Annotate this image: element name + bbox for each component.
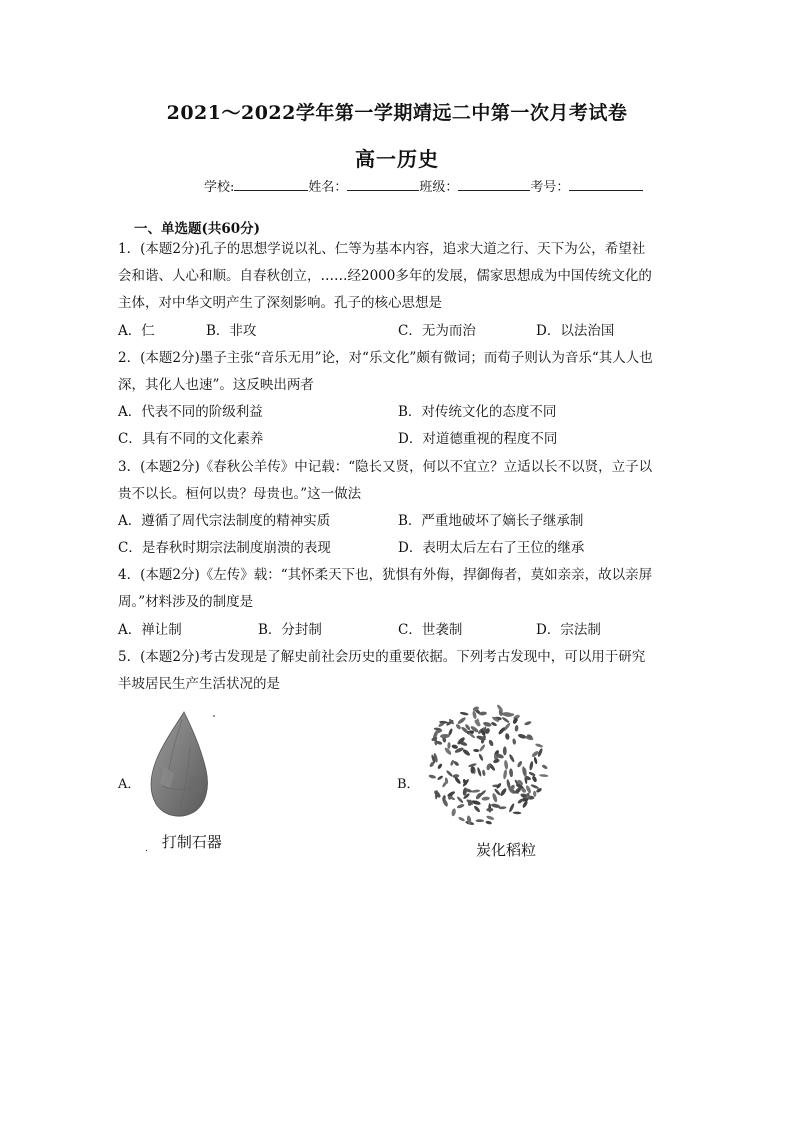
name-blank[interactable] <box>347 178 419 191</box>
question-3-options-row-1 <box>118 508 678 535</box>
option-c[interactable]: C．无为而治 <box>398 322 476 339</box>
option-a[interactable]: A．代表不同的阶级利益 <box>118 404 263 421</box>
question-5-line-1: 5．(本题2分)考古发现是了解史前社会历史的重要依据。下列考古发现中，可以用于研究 <box>118 648 646 665</box>
question-2-options-row-2 <box>118 426 678 453</box>
caption-b: 炭化稻粒 <box>476 841 537 859</box>
exam-number-label: 考号： <box>530 180 570 195</box>
option-d[interactable]: D．宗法制 <box>536 621 601 638</box>
option-a-label[interactable]: A． <box>118 777 141 792</box>
option-b[interactable]: B．对传统文化的态度不同 <box>398 404 557 421</box>
school-blank[interactable] <box>234 178 308 191</box>
caption-a-text: 打制石器 <box>161 833 222 851</box>
option-c[interactable]: C．是春秋时期宗法制度崩溃的表现 <box>118 540 331 557</box>
option-a[interactable]: A．遵循了周代宗法制度的精神实质 <box>118 512 331 529</box>
rice-grains-icon <box>420 700 550 830</box>
school-label: 学校: <box>204 180 235 195</box>
option-a[interactable]: A．禅让制 <box>118 621 182 638</box>
option-c[interactable]: C．具有不同的文化素养 <box>118 431 264 448</box>
question-5-line-2: 半坡居民生产生活状况的是 <box>118 676 280 692</box>
stone-tool-icon <box>140 708 220 828</box>
question-3-line-2: 贵不以长。桓何以贵？母贵也。”这一做法 <box>118 485 362 502</box>
exam-subject: 高一历史 <box>355 147 439 171</box>
name-label: 姓名： <box>308 180 348 195</box>
question-2-options-row-1 <box>118 399 678 426</box>
exam-title: 2021～2022学年第一学期靖远二中第一次月考试卷 <box>166 102 628 124</box>
class-label: 班级： <box>419 180 459 195</box>
question-1-line-2: 会和谐、人心和顺。自春秋创立，……经2000多年的发展，儒家思想成为中国传统文化的 <box>118 268 652 285</box>
option-b-label[interactable]: B． <box>397 777 420 792</box>
question-3-options-row-2 <box>118 535 678 562</box>
option-d[interactable]: D．以法治国 <box>536 322 615 339</box>
option-d[interactable]: D．表明太后左右了王位的继承 <box>398 540 585 557</box>
question-1-line-1: 1．(本题2分)孔子的思想学说以礼、仁等为基本内容，追求大道之行、天下为公，希望社 <box>118 241 646 257</box>
option-b[interactable]: B．分封制 <box>258 621 322 638</box>
caption-a: $_.$ 打制石器 <box>145 833 222 854</box>
question-1-options <box>118 318 678 345</box>
question-4-line-1: 4．(本题2分)《左传》载：“其怀柔天下也，犹惧有外侮，捍御侮者，莫如亲亲，故以亲屏 <box>118 567 653 584</box>
option-c[interactable]: C．世袭制 <box>398 621 463 638</box>
student-info-line <box>204 176 643 195</box>
section-title: 一、单选题(共60分) <box>134 221 261 237</box>
question-4-line-2: 周。”材料涉及的制度是 <box>118 594 254 611</box>
question-3-line-1: 3．(本题2分)《春秋公羊传》中记载：“隐长又贤，何以不宜立？立适以长不以贤，立子以 <box>118 458 653 475</box>
question-list <box>118 236 678 698</box>
option-d[interactable]: D．对道德重视的程度不同 <box>398 431 558 448</box>
option-b[interactable]: B．非攻 <box>206 322 257 339</box>
question-2-line-1: 2．(本题2分)墨子主张“音乐无用”论，对“乐文化”颇有微词；而荀子则认为音乐“其人人也 <box>118 349 653 366</box>
question-1-line-3: 主体，对中华文明产生了深刻影响。孔子的核心思想是 <box>118 295 442 312</box>
option-b[interactable]: B．严重地破坏了嫡长子继承制 <box>398 512 584 529</box>
question-2-line-2: 深，其化人也速”。这反映出两者 <box>118 376 314 393</box>
question-4-options <box>118 617 678 644</box>
option-a[interactable]: A．仁 <box>118 322 155 339</box>
class-blank[interactable] <box>458 178 530 191</box>
exam-number-blank[interactable] <box>569 178 643 191</box>
